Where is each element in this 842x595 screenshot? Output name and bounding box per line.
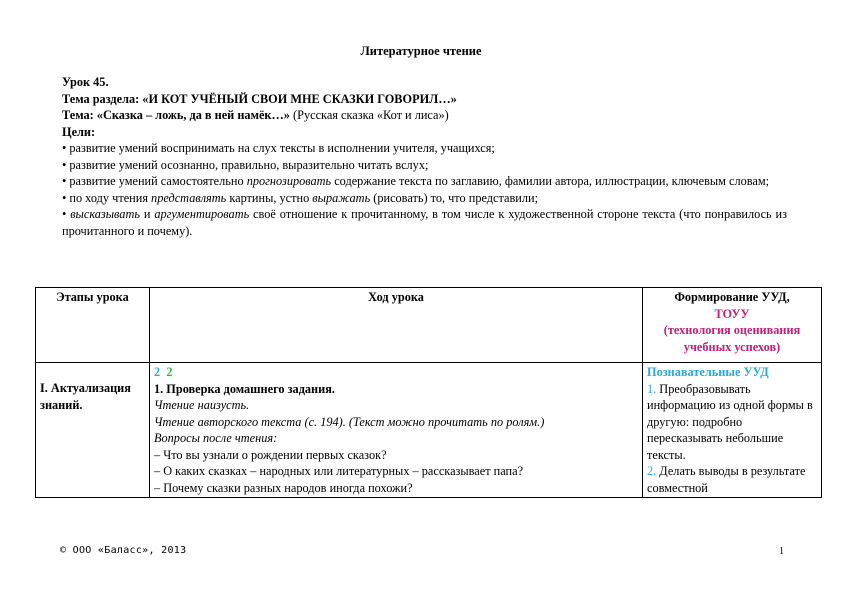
goal-item bbox=[62, 206, 787, 239]
topic-line bbox=[62, 107, 787, 124]
goal-bullet: • bbox=[62, 207, 71, 221]
step-line: Чтение наизусть. bbox=[154, 398, 250, 412]
uud-text: Делать выводы в результате совместной bbox=[647, 464, 806, 495]
topic-rest: (Русская сказка «Кот и лиса») bbox=[289, 108, 449, 122]
lesson-table bbox=[35, 287, 822, 498]
goal-emphasis: выражать bbox=[312, 190, 371, 205]
uud-title: Познавательные УУД bbox=[647, 365, 769, 379]
uud-item bbox=[647, 381, 817, 464]
goal-item bbox=[62, 190, 787, 207]
header-toyy: ТОУУ bbox=[714, 306, 750, 321]
stage-name: I. Актуализация знаний. bbox=[40, 381, 131, 412]
uud-cell bbox=[643, 363, 822, 498]
goal-emphasis: аргументировать bbox=[154, 207, 250, 221]
goals-label: Цели: bbox=[62, 124, 96, 139]
goal-text: • развитие умений самостоятельно bbox=[62, 174, 247, 188]
lesson-number: Урок 45. bbox=[62, 75, 109, 89]
step-line: Чтение авторского текста (с. 194). (Текст можно прочитать по ролям.) bbox=[154, 414, 545, 429]
page-number: 1 bbox=[779, 546, 784, 557]
section-line bbox=[62, 91, 787, 108]
goal-text: содержание текста по заглавию, фамилии автора, иллюстрации, ключевым словам; bbox=[331, 174, 770, 188]
header-uud bbox=[643, 288, 822, 363]
goal-item: • развитие умений воспринимать на слух тексты в исполнении учителя, учащихся; bbox=[62, 141, 495, 155]
table-header-row bbox=[36, 288, 822, 363]
step-heading: 1. Проверка домашнего задания. bbox=[154, 381, 335, 396]
uud-number: 1. bbox=[647, 381, 657, 396]
slide-number: 2 bbox=[166, 365, 173, 379]
footer-copyright: © ООО «Баласс», 2013 bbox=[60, 545, 187, 556]
progress-cell bbox=[150, 363, 643, 498]
slide-numbers bbox=[154, 364, 638, 381]
page-title: Литературное чтение bbox=[360, 44, 482, 58]
uud-item bbox=[647, 463, 817, 496]
goal-item: • развитие умений осознанно, правильно, выразительно читать вслух; bbox=[62, 157, 429, 172]
goal-text: и bbox=[139, 207, 155, 221]
goal-text: • по ходу чтения bbox=[62, 190, 152, 205]
stage-cell bbox=[36, 363, 150, 498]
topic-label: Тема: bbox=[62, 108, 94, 122]
goal-item bbox=[62, 173, 787, 190]
question: – О каких сказках – народных или литературных – рассказывает папа? bbox=[154, 464, 524, 478]
goal-emphasis: высказывать bbox=[70, 207, 140, 221]
topic-value: «Сказка – ложь, да в ней намёк…» bbox=[93, 108, 290, 122]
goal-emphasis: представлять bbox=[151, 190, 227, 205]
goal-text: картины, устно bbox=[226, 190, 313, 205]
uud-number: 2. bbox=[647, 464, 657, 478]
goal-text: (рисовать) то, что представили; bbox=[370, 190, 538, 205]
header-uud-title: Формирование УУД, bbox=[674, 290, 790, 304]
uud-text: Преобразовывать информацию из одной формы в другую: подробно пересказывать небольшие тексты. bbox=[647, 381, 813, 462]
table-row bbox=[36, 363, 822, 498]
question: – Что вы узнали о рождении первых сказок? bbox=[154, 447, 387, 462]
lesson-header bbox=[62, 74, 787, 239]
header-toyy-sub: (технология оценивания учебных успехов) bbox=[663, 323, 801, 354]
goal-emphasis: прогнозировать bbox=[246, 174, 332, 188]
slide-number: 2 bbox=[154, 365, 161, 379]
header-progress: Ход урока bbox=[150, 288, 643, 363]
header-stages: Этапы урока bbox=[36, 288, 150, 363]
goal-text: своё отношение к прочитанному, в том числе к художественной стороне текста (что понравилось из прочитанного и почему). bbox=[62, 207, 787, 238]
section-value: «И КОТ УЧЁНЫЙ СВОИ МНЕ СКАЗКИ ГОВОРИЛ…» bbox=[139, 91, 457, 106]
question: – Почему сказки разных народов иногда похожи? bbox=[154, 480, 413, 495]
section-label: Тема раздела: bbox=[62, 91, 140, 106]
step-line: Вопросы после чтения: bbox=[154, 431, 278, 445]
